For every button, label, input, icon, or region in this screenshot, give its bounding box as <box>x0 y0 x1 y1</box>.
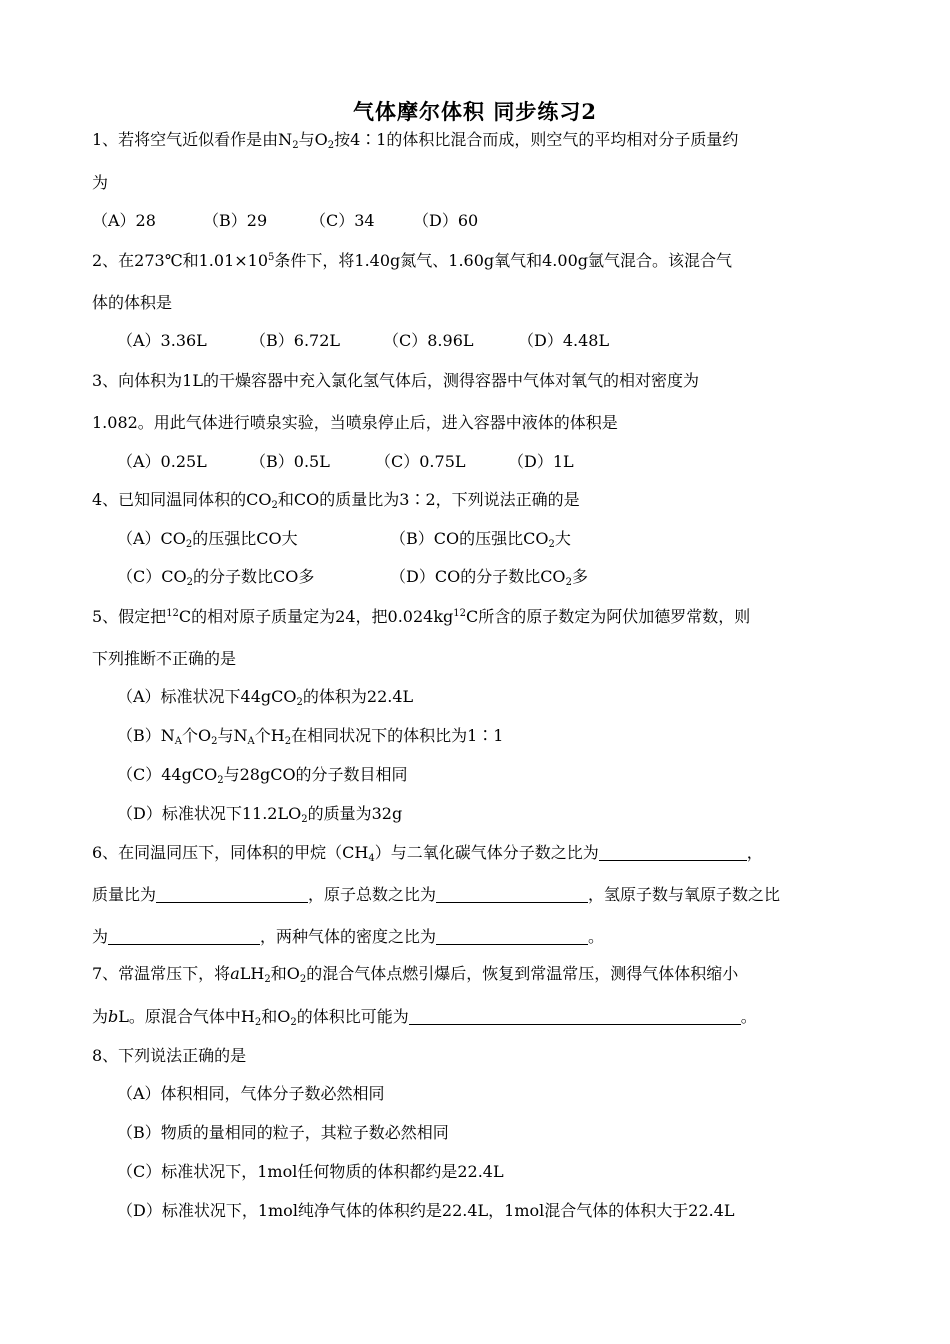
q5-text-c: C所含的原子数定为阿伏加德罗常数，则 <box>466 607 751 626</box>
q7-text-c: 和O <box>270 964 300 983</box>
q6-answer-blank-4[interactable] <box>108 928 260 945</box>
q5-option-d <box>117 803 402 825</box>
q1-option-c: （C）34 <box>310 211 375 230</box>
q4-option-d-text-a: （D）CO的分子数比CO <box>390 567 566 586</box>
q5-option-b-sub-h2: 2 <box>284 736 292 747</box>
q1-option-d: （D）60 <box>413 211 479 230</box>
q1-option-a: （A）28 <box>92 211 156 230</box>
q4-option-d-sub: 2 <box>565 577 572 588</box>
q5-option-b <box>117 725 503 747</box>
q5-option-a-sub: 2 <box>296 697 303 708</box>
q7-period: 。 <box>740 1007 757 1026</box>
q5-option-d-text-a: （D）标准状况下11.2LO <box>117 804 302 823</box>
q7-sub-h2: 2 <box>264 974 271 985</box>
q1-text-b: 与O <box>298 130 328 149</box>
q5-text-b: C的相对原子质量定为24，把0.024kg <box>178 607 454 626</box>
q3-stem-line2: 1.082。用此气体进行喷泉实验，当喷泉停止后，进入容器中液体的体积是 <box>92 413 618 432</box>
q4-option-a-text-a: （A）CO <box>117 529 186 548</box>
q5-option-c-sub: 2 <box>217 775 224 786</box>
q5-option-b-sub-a2: A <box>247 736 255 747</box>
q6-stem-line2 <box>92 884 780 906</box>
q5-option-c-text-a: （C）44gCO <box>117 765 218 784</box>
q2-sup-exponent: 5 <box>268 252 275 263</box>
q7-text-d: 的混合气体点燃引爆后，恢复到常温常压，测得气体体积缩小 <box>306 964 739 983</box>
q7-var-b: b <box>108 1007 119 1026</box>
q4-stem <box>92 489 580 511</box>
q3-option-a: （A）0.25L <box>117 452 207 471</box>
q4-option-d <box>390 566 588 588</box>
q7-answer-blank[interactable] <box>409 1008 741 1025</box>
q5-stem-line1 <box>92 606 750 628</box>
q4-text-a: 4、已知同温同体积的CO <box>92 490 272 509</box>
q5-sup-12-a: 12 <box>166 608 179 619</box>
q6-text-a: 6、在同温同压下，同体积的甲烷（CH <box>92 843 369 862</box>
q1-stem-line1 <box>92 129 738 151</box>
q7-stem-line1 <box>92 963 738 985</box>
page-title: 气体摩尔体积 同步练习2 <box>353 99 597 124</box>
q2-text-a: 2、在273℃和1.01×10 <box>92 251 269 270</box>
q3-option-d: （D）1L <box>508 452 574 471</box>
q6-stem-line3 <box>92 926 604 948</box>
q4-option-a-sub: 2 <box>185 539 193 550</box>
q3-stem-line1: 3、向体积为1L的干燥容器中充入氯化氢气体后，测得容器中气体对氧气的相对密度为 <box>92 371 699 390</box>
q4-option-c-text-b: 的分子数比CO多 <box>192 567 315 586</box>
q4-option-a-text-b: 的压强比CO大 <box>192 529 298 548</box>
q5-option-a-text-b: 的体积为22.4L <box>302 687 414 706</box>
q5-option-c-text-b: 与28gCO的分子数目相同 <box>223 765 408 784</box>
q8-option-d: （D）标准状况下，1mol纯净气体的体积约是22.4L，1mol混合气体的体积大于22.4L <box>117 1201 735 1220</box>
q5-option-a-text-a: （A）标准状况下44gCO <box>117 687 297 706</box>
q1-stem-line2: 为 <box>92 173 109 192</box>
q4-option-b-text-a: （B）CO的压强比CO <box>390 529 549 548</box>
q8-option-c: （C）标准状况下，1mol任何物质的体积都约是22.4L <box>117 1162 504 1181</box>
q6-comma: ， <box>746 843 763 862</box>
q2-option-c: （C）8.96L <box>383 331 474 350</box>
q4-option-d-text-b: 多 <box>571 567 588 586</box>
q7-sub-o2: 2 <box>299 974 307 985</box>
q1-text-a: 1、若将空气近似看作是由N <box>92 130 293 149</box>
q4-option-c-text-a: （C）CO <box>117 567 187 586</box>
q1-option-b: （B）29 <box>203 211 268 230</box>
q8-option-b: （B）物质的量相同的粒子，其粒子数必然相同 <box>117 1123 449 1142</box>
q2-option-b: （B）6.72L <box>250 331 341 350</box>
q7-text-b: LH <box>239 964 265 983</box>
q7-sub-o2-b: 2 <box>290 1017 297 1028</box>
q1-sub-o2: 2 <box>327 140 335 151</box>
q7-text-a: 7、常温常压下，将 <box>92 964 231 983</box>
q2-stem-line2: 体的体积是 <box>92 293 173 312</box>
q6-answer-blank-5[interactable] <box>436 928 588 945</box>
q7-stem-line2 <box>92 1006 757 1028</box>
q5-stem-line2: 下列推断不正确的是 <box>92 649 237 668</box>
q4-option-b-text-b: 大 <box>554 529 571 548</box>
q5-text-a: 5、假定把 <box>92 607 167 626</box>
q7-text-f: 和O <box>261 1007 291 1026</box>
q7-sub-h2-b: 2 <box>254 1017 262 1028</box>
q4-option-b-sub: 2 <box>548 539 555 550</box>
q6-text-h-o-ratio: ，氢原子数与氧原子数之比 <box>588 885 781 904</box>
q5-option-b-text-d: 个H <box>254 726 285 745</box>
q6-text-wei: 为 <box>92 927 109 946</box>
q5-option-d-sub: 2 <box>301 814 308 825</box>
q4-option-c-sub: 2 <box>186 577 193 588</box>
q8-stem: 8、下列说法正确的是 <box>92 1046 247 1065</box>
q2-option-d: （D）4.48L <box>518 331 610 350</box>
q4-option-a <box>117 528 298 550</box>
q4-text-b: 和CO的质量比为3∶2，下列说法正确的是 <box>277 490 580 509</box>
q6-sub-ch4: 4 <box>368 853 375 864</box>
q2-text-b: 条件下，将1.40g氮气、1.60g氧气和4.00g氩气混合。该混合气 <box>274 251 732 270</box>
q6-text-b: ）与二氧化碳气体分子数之比为 <box>374 843 599 862</box>
q5-option-b-text-a: （B）N <box>117 726 175 745</box>
q6-text-atom-ratio: ，原子总数之比为 <box>308 885 437 904</box>
q2-option-a: （A）3.36L <box>117 331 207 350</box>
q4-sub-co2: 2 <box>271 500 278 511</box>
q6-answer-blank-2[interactable] <box>156 886 308 903</box>
q6-answer-blank-3[interactable] <box>436 886 588 903</box>
q1-text-c: 按4∶1的体积比混合而成，则空气的平均相对分子质量约 <box>334 130 739 149</box>
q4-option-c <box>117 566 314 588</box>
q5-option-b-sub-a1: A <box>174 736 182 747</box>
q8-option-a: （A）体积相同，气体分子数必然相同 <box>117 1084 385 1103</box>
q5-option-b-text-c: 与N <box>217 726 248 745</box>
q7-var-a: a <box>230 964 240 983</box>
q7-text-wei: 为 <box>92 1007 109 1026</box>
q3-option-b: （B）0.5L <box>250 452 330 471</box>
q1-sub-n2: 2 <box>292 140 299 151</box>
q4-option-b <box>390 528 571 550</box>
q2-stem-line1 <box>92 250 732 272</box>
q3-option-c: （C）0.75L <box>375 452 466 471</box>
q5-option-b-text-b: 个O <box>182 726 212 745</box>
q5-option-c <box>117 764 408 786</box>
q6-text-density-ratio: ，两种气体的密度之比为 <box>260 927 437 946</box>
q7-text-g: 的体积比可能为 <box>296 1007 409 1026</box>
q5-option-d-text-b: 的质量为32g <box>307 804 403 823</box>
q5-sup-12-b: 12 <box>453 608 467 619</box>
q7-text-e: L。原混合气体中H <box>118 1007 255 1026</box>
q5-option-b-text-e: 在相同状况下的体积比为1∶1 <box>291 726 504 745</box>
q6-period: 。 <box>588 927 605 946</box>
q6-answer-blank-1[interactable] <box>599 844 747 861</box>
q5-option-b-sub-o2: 2 <box>211 736 218 747</box>
q6-text-mass-ratio: 质量比为 <box>92 885 157 904</box>
q6-stem-line1 <box>92 842 763 864</box>
q5-option-a <box>117 686 413 708</box>
